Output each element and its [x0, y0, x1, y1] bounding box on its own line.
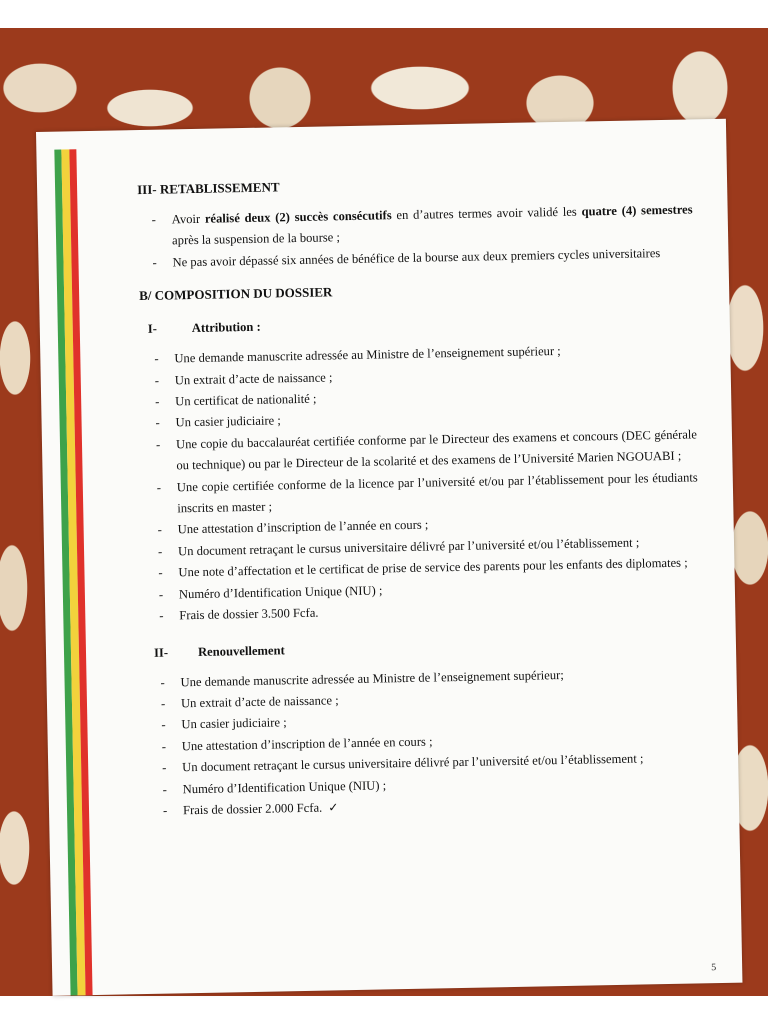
renouvellement-title: Renouvellement [197, 642, 285, 659]
item-text: Frais de dossier 2.000 Fcfa. [182, 800, 323, 818]
list-item: - Frais de dossier 3.500 Fcfa. [145, 595, 700, 627]
renouvellement-heading [154, 635, 701, 660]
list-item: - Un document retraçant le cursus universitaire délivré par l’université et/ou l’établissement ; [144, 531, 699, 563]
attribution-heading [148, 312, 695, 337]
list-item: - Un certificat de nationalité ; [141, 381, 696, 413]
document-content [137, 171, 704, 822]
list-item: - Un extrait d’acte de naissance ; [147, 683, 702, 715]
list-item: - Une copie du baccalauréat certifiée conforme par le Directeur des examens et concours (DEC générale ou technique) ou par le Directeur de la scolarité et des examens de l’Université Marien NGOUABI ; [142, 424, 698, 477]
list-item: - Une copie certifiée conforme de la licence par l’université et/ou par l’établissement pour les étudiants inscrits en master ; [143, 467, 699, 520]
list-item: - Numéro d’Identification Unique (NIU) ; [148, 769, 703, 801]
page-number: 5 [711, 962, 717, 974]
document-page [36, 119, 742, 996]
list-item: - Une demande manuscrite adressée au Ministre de l’enseignement supérieur ; [140, 339, 695, 371]
list-item: - Un document retraçant le cursus universitaire délivré par l’université et/ou l’établissement ; [148, 747, 703, 779]
check-mark-icon: ✓ [328, 800, 339, 815]
list-item: - Une attestation d’inscription de l’année en cours ; [143, 510, 698, 542]
list-item: - Un extrait d’acte de naissance ; [141, 360, 696, 392]
section-composition-title: B/ COMPOSITION DU DOSSIER [139, 284, 333, 304]
renouvellement-number: II- [153, 645, 169, 660]
list-item: - Une note d’affectation et le certificat de prise de service des parents pour les enfants des diplomates ; [144, 553, 699, 585]
attribution-title: Attribution : [191, 319, 261, 336]
item-bold-text: réalisé deux (2) succès consécutifs [204, 208, 392, 226]
list-item: - Ne pas avoir dépassé six années de bénéfice de la bourse aux deux premiers cycles universitaires [138, 242, 693, 274]
retablissement-list [138, 199, 694, 274]
item-text: après la suspension de la bourse ; [171, 230, 341, 248]
renouvellement-list [146, 662, 704, 822]
list-item: - Une attestation d’inscription de l’année en cours ; [148, 726, 703, 758]
flag-stripes [54, 149, 92, 995]
attribution-list [140, 339, 700, 628]
list-item: - Un casier judiciaire ; [147, 705, 702, 737]
item-bold-text: quatre (4) semestres [581, 202, 693, 219]
list-item: - Un casier judiciaire ; [141, 403, 696, 435]
item-text: Avoir [171, 211, 206, 227]
list-item: - Une demande manuscrite adressée au Ministre de l’enseignement supérieur; [146, 662, 701, 694]
list-item: - Numéro d’Identification Unique (NIU) ; [145, 574, 700, 606]
section-retablissement-title: III- RETABLISSEMENT [136, 179, 280, 198]
item-text: en d’autres termes avoir validé les [391, 204, 582, 223]
attribution-number: I- [147, 321, 158, 337]
